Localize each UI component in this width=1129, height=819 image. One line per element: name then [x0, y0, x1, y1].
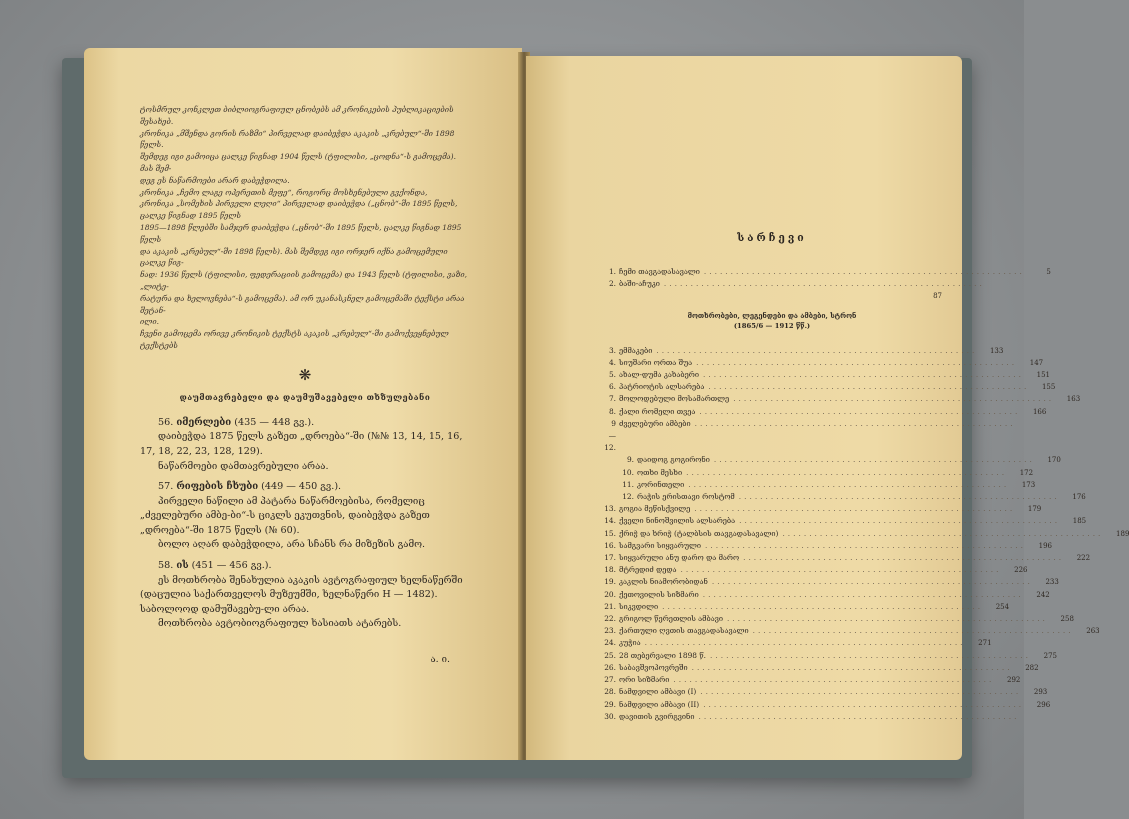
toc-entry-title: ქველი ნინოშვილის ალსარება — [619, 516, 736, 526]
open-book — [62, 48, 1129, 778]
toc-number: 30. — [604, 711, 616, 721]
ornament-star: ❋ — [298, 365, 312, 384]
toc-leader-dots: ............................................................ — [705, 540, 1027, 550]
toc-entry-title: რაჭის ერისთავი როსტომ — [637, 492, 735, 502]
intro-line: კრონიკა „სომეხის პირველი ლეღი“ პირველად დაიბეჭდა („ცნობ“-ში 1895 წელს, ცალკე წიგნად 1895 წელს — [140, 199, 458, 221]
entry-item — [140, 559, 470, 632]
entry-note: ნაწარმოები დამთავრებული არაა. — [158, 460, 329, 472]
toc-entry-title: ემმაკები — [619, 345, 653, 355]
entry-title — [140, 480, 470, 495]
entries-list — [140, 416, 470, 632]
toc-leader-dots: ............................................................ — [694, 504, 1016, 514]
toc-leader-dots: ............................................................ — [739, 516, 1061, 526]
toc-page-number: 222 — [1076, 554, 1091, 563]
toc-row — [602, 589, 1050, 601]
toc-number: 2. — [608, 279, 616, 289]
intro-line: კრონიკა „მშენდა გორის რაზმი“ პირველად დაიბეჭდა აკაკის „კრებულ“-ში 1898 წელს. — [140, 128, 455, 150]
toc-leader-dots: ............................................................ — [688, 479, 1010, 489]
toc-page-number: 133 — [989, 346, 1004, 355]
toc-items-list — [602, 345, 1129, 723]
toc-row — [602, 393, 1081, 405]
entry-body: ეს მოთხრობა შენახულია აკაკის ავტოგრაფიულ ხელნაწერში (დაცულია საქართველოს მუზეუმში, ხელნაწერი H — 1482). საბოლოოდ დამუშავებუ-ლი არაა. — [140, 574, 463, 615]
toc-entry-title: ნამდვილი ამბავი (II) — [619, 699, 700, 709]
entry-name: რიფების ჩხუბი — [176, 481, 259, 493]
toc-page-number: 5 — [1046, 268, 1051, 276]
toc-row — [602, 674, 1021, 686]
toc-row — [602, 711, 1020, 723]
entry-body: დაიბეჭდა 1875 წელს გაზეთ „დროება“-ში (№№ 13, 14, 15, 16, 17, 18, 22, 23, 128, 129). — [140, 431, 463, 457]
toc-row — [602, 357, 1044, 369]
toc-number: 18. — [604, 565, 616, 575]
left-page-content — [140, 104, 470, 665]
entry-item — [140, 480, 470, 553]
toc-entry-title: ნამდვილი ამბავი (I) — [619, 687, 697, 697]
toc-entry-title: საბავშვოპოვრეში — [619, 662, 688, 672]
toc-page-number: 176 — [1072, 493, 1086, 502]
toc-leader-dots: ............................................................ — [663, 279, 985, 289]
toc-number: 1. — [608, 267, 616, 276]
toc-leader-dots: ............................................................ — [694, 418, 1016, 428]
intro-line: და აკაკის „კრებულ“-ში 1898 წელს). მას შემდეგ იგი ორჯერ იქნა გამოცემული ცალკე წიგ- — [140, 246, 448, 268]
toc-number: 9 — 12. — [604, 418, 616, 453]
toc-leader-dots: ............................................................ — [686, 467, 1008, 477]
toc-row — [602, 467, 1034, 479]
toc-number: 12. — [622, 492, 634, 502]
entry-number: 56. — [158, 416, 177, 428]
toc-number: 6. — [608, 382, 616, 392]
toc-row — [602, 278, 985, 290]
toc-leader-dots: ............................................................ — [733, 394, 1055, 404]
toc-page-number: 179 — [1027, 505, 1042, 514]
toc-page-number: 185 — [1072, 517, 1087, 526]
intro-line: დეგ ეს ნაწარმოები არარ დაბეჭდილა. — [140, 175, 290, 185]
toc-leader-dots: ............................................................ — [656, 345, 978, 355]
toc-number: 25. — [604, 650, 616, 660]
toc-page-number: 242 — [1036, 590, 1050, 599]
entry-body: პირველი ნაწილი ამ პატარა ნაწარმოებისა, რომელიც „ძველებური ამბე-ბი“-ს ციკლს ეკუთვნის, დაიბეჭდა გაზეთ „დროება“-ში 1875 წელს (№ 60). — [140, 495, 430, 536]
entry-pages: (435 — 448 გვ.). — [231, 416, 315, 428]
toc-leader-dots: ............................................................ — [680, 565, 1002, 575]
intro-line: კრონიკა „ჩემო ლაგე ოპერეთის მეფე“, როგორც მოსხენებული გვქონდა, — [140, 187, 428, 197]
toc-row — [602, 564, 1028, 576]
toc-page-number: 292 — [1007, 676, 1021, 685]
toc-page-number: 196 — [1038, 541, 1053, 550]
toc-entry-title: ქრიჭ და ხრიჭ (ტალბსის თავგადასავალი) — [619, 528, 779, 538]
toc-row — [602, 381, 1056, 393]
toc-section-name: მოთხრობები, ლეგენდები და ამბები, სტრონ — [687, 311, 857, 320]
toc-number: 28. — [604, 687, 616, 697]
toc-number: 21. — [604, 601, 616, 611]
toc-page-number: 173 — [1021, 480, 1036, 489]
toc-page-number: 254 — [995, 602, 1010, 611]
toc-entry-title: ქალი რომელი თვეა — [619, 406, 696, 416]
toc-leader-dots: ............................................................ — [710, 650, 1031, 660]
toc-entry-title: 28 თებერვალი 1898 წ. — [619, 650, 707, 660]
toc-entry-title: ძველებური ამბები — [619, 418, 691, 428]
toc-page-number: 189 — [1116, 529, 1129, 538]
toc-row — [602, 290, 942, 302]
toc-entry-title: გოგია მეწისქვილე — [619, 504, 691, 514]
toc-entry-title: ახალ-დუმა კახაბერი — [619, 370, 700, 380]
toc-page-number: 155 — [1041, 383, 1056, 392]
signature-initials: ა. ი. — [430, 654, 450, 666]
toc-row — [602, 540, 1053, 552]
toc-leader-dots: ............................................................ — [738, 492, 1060, 502]
toc-leader-dots: ............................................................ — [691, 662, 1013, 672]
toc-row — [602, 528, 1129, 540]
toc-row — [602, 515, 1087, 527]
toc-entry-title: მოლოდებული მოსამართლე — [619, 394, 730, 404]
toc-leader-dots: ............................................................ — [708, 382, 1030, 392]
entry-note: მოთხრობა ავტობიოგრაფიულ ხასიათს ატარებს. — [158, 618, 402, 630]
toc-row — [602, 418, 1016, 455]
toc-leader-dots: ............................................................ — [743, 553, 1065, 563]
entry-pages: (451 — 456 გვ.). — [188, 560, 272, 572]
toc-row — [602, 454, 1061, 466]
entry-name: ის — [176, 560, 189, 572]
toc-page-number: 263 — [1086, 627, 1100, 636]
toc-head-list — [602, 266, 1051, 303]
entry-note: ბოლო აღარ დაბეჭდილა, არა სჩანს რა მიზეზის გამო. — [158, 539, 426, 551]
toc-row — [602, 552, 1091, 564]
intro-line: 1895—1898 წლებში სამჯერ დაიბეჭდა („ცნობ“-ში 1895 წელს, ცალკე წიგნად 1895 წელს — [140, 222, 462, 244]
entry-pages: (449 — 450 გვ.). — [258, 481, 342, 493]
toc-number: 9. — [626, 455, 634, 465]
toc-row — [602, 613, 1074, 625]
toc-row — [602, 503, 1042, 515]
entry-name: იმერლები — [176, 416, 232, 428]
toc-row — [602, 479, 1036, 491]
toc-entry-title: დავითის გვირგვინი — [619, 711, 695, 721]
toc-page-number: 163 — [1066, 395, 1081, 404]
toc-row — [602, 601, 1010, 613]
toc-row — [602, 625, 1100, 637]
toc-page-number: 275 — [1043, 651, 1057, 660]
toc-row — [602, 491, 1086, 503]
toc-page-number: 166 — [1032, 407, 1047, 416]
entry-title — [140, 416, 470, 431]
toc-number: 10. — [622, 467, 634, 477]
toc-leader-dots: ............................................................ — [713, 455, 1035, 465]
toc-number: 22. — [604, 614, 616, 624]
toc-leader-dots: ............................................................ — [711, 577, 1033, 587]
toc-page-number: 147 — [1029, 358, 1044, 367]
toc-entry-title: კორინთელი — [637, 479, 685, 489]
intro-line: ნად: 1936 წელს (ტფილისი, ფედერაციის გამოცემა) და 1943 წელს (ტფილისი, ვაზი, „ლიტე- — [140, 270, 467, 291]
toc-entry-title: გრიგოლ წერეთლის ამბავი — [619, 614, 723, 624]
toc-entry-title: დაიდოგ გოგირონი — [637, 455, 710, 465]
toc-entry-title: მტრედიძ დედა — [619, 565, 677, 575]
toc-number: 19. — [604, 577, 616, 587]
toc-section-years: (1865/6 — 1912 წწ.) — [733, 321, 811, 330]
toc-leader-dots: ............................................................ — [644, 638, 966, 648]
toc-row — [602, 686, 1048, 698]
toc-leader-dots: ............................................................ — [703, 699, 1025, 709]
toc-row — [602, 406, 1047, 418]
toc-row — [602, 650, 1057, 662]
entry-number: 57. — [158, 481, 177, 493]
toc-row — [602, 699, 1051, 711]
toc-page-number: 170 — [1047, 456, 1061, 465]
entry-title — [140, 559, 470, 574]
entry-number: 58. — [158, 560, 177, 572]
toc-entry-title: ქეთოვილის სიზმარი — [619, 589, 699, 599]
toc-entry-title: ჩემი თავგადასავალი — [619, 267, 700, 276]
toc-entry-title: ორი სიზმარი — [619, 675, 670, 685]
toc-page-number: 151 — [1036, 371, 1050, 380]
toc-page-number: 87 — [933, 292, 942, 301]
toc-entry-title: კუჭია — [619, 638, 641, 648]
toc-leader-dots: ............................................................ — [700, 687, 1022, 697]
toc-number: 24. — [604, 638, 616, 648]
toc-title: სარჩევი — [737, 232, 807, 244]
toc-leader-dots: ............................................................ — [703, 370, 1024, 380]
toc-row — [602, 576, 1059, 588]
intro-line: ჩვენი გამოცემა ორივე კრონიკის ტექსტს აკაკის „კრებულ“-ში გამოქვეყნებულ ტექსტებს — [140, 329, 449, 350]
toc-leader-dots: ............................................................ — [782, 528, 1104, 538]
toc-number: 15. — [604, 528, 616, 538]
toc-row — [602, 662, 1039, 674]
toc-entry-title: ბაში-აჩუკი — [619, 279, 660, 289]
entry-item — [140, 416, 470, 474]
toc-leader-dots: ............................................................ — [673, 675, 995, 685]
toc-leader-dots: ............................................................ — [696, 357, 1018, 367]
toc-number: 16. — [604, 540, 616, 550]
toc-page-number: 226 — [1014, 566, 1028, 575]
toc-entry-title: სამგვარი სიყვარული — [619, 540, 702, 550]
toc-row — [602, 637, 992, 649]
toc-entry-title: სიყვარული ანუ დარო და მარო — [619, 553, 740, 563]
intro-line: რატურა და ხელოვნება“-ს გამოცემა). ამ ორ უკანასკნელ გამოცემაში ტექსტი არაა შეტან- — [140, 293, 465, 315]
toc-number: 7. — [608, 394, 616, 404]
toc-number: 3. — [608, 345, 616, 355]
toc-number: 11. — [622, 479, 634, 489]
intro-line: შემდეგ იგი გამოიცა ცალკე წიგნად 1904 წელს (ტფილისი, „ცოდნა“-ს გამოცემა). მას შემ- — [140, 152, 456, 173]
toc-leader-dots: ............................................................ — [726, 614, 1048, 624]
toc-entry-title: პატრიოტის ალსარება — [619, 382, 705, 392]
toc-number: 14. — [604, 516, 616, 526]
toc-number: 13. — [604, 504, 616, 514]
toc-entry-title: სიკვდილი — [619, 601, 659, 611]
toc-number: 20. — [604, 589, 616, 599]
toc-number: 26. — [604, 662, 616, 672]
toc-page-number: 271 — [978, 639, 992, 648]
toc-number: 4. — [608, 357, 616, 367]
toc-number: 23. — [604, 626, 616, 636]
toc-number: 8. — [608, 406, 616, 416]
toc-page-number: 293 — [1033, 688, 1048, 697]
toc-page-number: 258 — [1060, 615, 1074, 624]
toc-page-number: 282 — [1025, 663, 1039, 672]
toc-page-number: 233 — [1045, 578, 1059, 587]
left-page — [84, 48, 522, 760]
toc-row — [602, 369, 1050, 381]
toc-leader-dots: ............................................................ — [699, 406, 1021, 416]
toc-leader-dots: ............................................................ — [698, 711, 1020, 721]
section-heading: დაუმთავრებელი და დაუმუშავებელი თხზულებანი — [179, 391, 431, 402]
right-page-content — [602, 232, 1129, 723]
toc-page-number: 296 — [1036, 700, 1051, 709]
toc-number: 27. — [604, 675, 616, 685]
toc-entry-title: ოთხი მესხი — [637, 467, 683, 477]
intro-paragraph — [140, 104, 470, 352]
toc-leader-dots: ............................................................ — [702, 589, 1024, 599]
toc-leader-dots: ............................................................ — [752, 626, 1074, 636]
toc-page-number: 172 — [1019, 468, 1034, 477]
toc-row — [602, 266, 1051, 278]
toc-number: 17. — [604, 553, 616, 563]
right-page — [526, 56, 1129, 760]
toc-number: 29. — [604, 699, 616, 709]
intro-line: ილი. — [140, 317, 159, 327]
toc-leader-dots: ............................................................ — [703, 267, 1025, 276]
toc-section-title — [602, 311, 942, 331]
intro-line: ტოსმრულ კონკლეთ ბიბლიოგრაფიულ ცნობებს ამ კრონიკების პუბლიკაციების შესახებ. — [140, 105, 454, 126]
toc-entry-title: კაკლის ნიამორობიდან — [619, 577, 708, 587]
toc-row — [602, 345, 1004, 357]
toc-number: 5. — [608, 370, 616, 380]
toc-leader-dots: ............................................................ — [662, 601, 984, 611]
toc-entry-title: ქართული ღვთის თავგადასავალი — [619, 626, 749, 636]
toc-entry-title: სიუშარი ორთა შუა — [619, 357, 693, 367]
